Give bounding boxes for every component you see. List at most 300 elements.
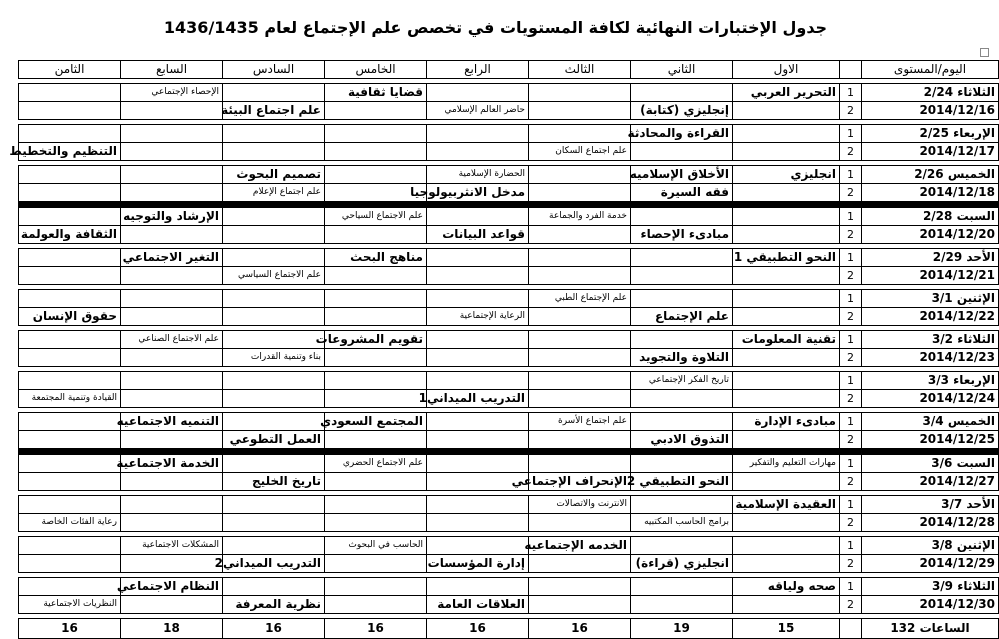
exam-cell-level-2: التذوق الادبي: [631, 431, 733, 449]
exam-cell-level-6: [223, 331, 325, 349]
exam-cell-level-8: [19, 267, 121, 285]
exam-cell-level-3: [529, 102, 631, 120]
exam-cell-level-3: [529, 84, 631, 102]
exam-cell-level-8: رعاية الفئات الخاصة: [19, 514, 121, 532]
exam-cell-level-4: الحضارة الإسلامية: [427, 166, 529, 184]
exam-cell-level-5: مناهج البحث: [325, 249, 427, 267]
exam-cell-level-8: [19, 455, 121, 473]
slot-number: 1: [840, 413, 862, 431]
day-cell: الخميس 3/4: [862, 413, 999, 431]
exam-cell-level-1: صحه ولياقه: [733, 578, 840, 596]
exam-cell-level-1: [733, 184, 840, 202]
day-cell: الإربعاء 2/25: [862, 125, 999, 143]
header-level-4: الرابع: [427, 61, 529, 79]
exam-cell-level-8: [19, 166, 121, 184]
slot-number: 1: [840, 331, 862, 349]
exam-cell-level-2: [631, 249, 733, 267]
exam-cell-level-7: [121, 125, 223, 143]
totals-row: [19, 619, 999, 639]
exam-cell-level-7: [121, 166, 223, 184]
exam-cell-level-7: [121, 290, 223, 308]
slot-number: 1: [840, 249, 862, 267]
slot-number: 2: [840, 143, 862, 161]
slot-number: 2: [840, 184, 862, 202]
day-cell: 2014/12/25: [862, 431, 999, 449]
exam-cell-level-6: [223, 84, 325, 102]
schedule-row: [19, 431, 999, 449]
exam-cell-level-3: [529, 125, 631, 143]
slot-number: 1: [840, 166, 862, 184]
exam-cell-level-8: [19, 290, 121, 308]
exam-cell-level-2: [631, 390, 733, 408]
day-cell: 2014/12/17: [862, 143, 999, 161]
exam-cell-level-2: فقه السيرة: [631, 184, 733, 202]
exam-cell-level-1: [733, 349, 840, 367]
exam-cell-level-5: [325, 166, 427, 184]
exam-cell-level-2: [631, 267, 733, 285]
exam-cell-level-1: [733, 431, 840, 449]
exam-cell-level-3: خدمة الفرد والجماعة: [529, 208, 631, 226]
slot-number: 1: [840, 84, 862, 102]
exam-cell-level-5: [325, 226, 427, 244]
slot-number: 2: [840, 514, 862, 532]
exam-cell-level-1: مهارات التعليم والتفكير: [733, 455, 840, 473]
exam-cell-level-1: [733, 267, 840, 285]
exam-cell-level-4: [427, 143, 529, 161]
exam-cell-level-6: [223, 249, 325, 267]
exam-cell-level-2: علم الإجتماع: [631, 308, 733, 326]
exam-cell-level-8: [19, 372, 121, 390]
exam-cell-level-8: [19, 184, 121, 202]
exam-cell-level-6: [223, 455, 325, 473]
day-cell: 2014/12/28: [862, 514, 999, 532]
exam-cell-level-3: [529, 555, 631, 573]
exam-cell-level-3: [529, 372, 631, 390]
exam-cell-level-7: [121, 596, 223, 614]
exam-cell-level-3: [529, 226, 631, 244]
exam-cell-level-6: [223, 143, 325, 161]
exam-cell-level-3: الإنحراف الإجتماعي: [529, 473, 631, 491]
exam-cell-level-4: الرعاية الإجتماعية: [427, 308, 529, 326]
exam-cell-level-3: الخدمه الإجتماعيه: [529, 537, 631, 555]
exam-cell-level-8: [19, 331, 121, 349]
exam-cell-level-8: [19, 84, 121, 102]
schedule-row: [19, 208, 999, 226]
exam-cell-level-7: [121, 226, 223, 244]
exam-cell-level-6: [223, 290, 325, 308]
exam-cell-level-4: [427, 249, 529, 267]
header-row: [19, 61, 999, 79]
exam-cell-level-2: انجليزي (قراءة): [631, 555, 733, 573]
exam-cell-level-7: [121, 308, 223, 326]
exam-cell-level-5: [325, 267, 427, 285]
exam-cell-level-4: التدريب الميداني1: [427, 390, 529, 408]
exam-cell-level-4: [427, 431, 529, 449]
exam-cell-level-1: تقنية المعلومات: [733, 331, 840, 349]
exam-cell-level-3: [529, 514, 631, 532]
exam-cell-level-1: [733, 537, 840, 555]
schedule-row: [19, 349, 999, 367]
exam-cell-level-2: تاريخ الفكر الإجتماعي: [631, 372, 733, 390]
exam-cell-level-3: علم اجتماع الأسرة: [529, 413, 631, 431]
exam-cell-level-6: علم اجتماع الإعلام: [223, 184, 325, 202]
exam-cell-level-6: [223, 125, 325, 143]
exam-cell-level-2: [631, 84, 733, 102]
day-cell: 2014/12/20: [862, 226, 999, 244]
exam-cell-level-2: [631, 455, 733, 473]
exam-cell-level-1: [733, 514, 840, 532]
schedule-row: [19, 267, 999, 285]
day-cell: 2014/12/27: [862, 473, 999, 491]
exam-cell-level-1: [733, 473, 840, 491]
exam-cell-level-6: [223, 537, 325, 555]
exam-cell-level-1: [733, 290, 840, 308]
exam-cell-level-7: التنميه الاجتماعيه: [121, 413, 223, 431]
exam-cell-level-4: [427, 496, 529, 514]
exam-cell-level-3: [529, 596, 631, 614]
exam-cell-level-1: [733, 226, 840, 244]
schedule-row: [19, 537, 999, 555]
exam-cell-level-2: التلاوة والتجويد: [631, 349, 733, 367]
exam-cell-level-5: [325, 308, 427, 326]
day-cell: الأحد 2/29: [862, 249, 999, 267]
exam-cell-level-8: [19, 125, 121, 143]
exam-cell-level-2: [631, 537, 733, 555]
exam-cell-level-6: [223, 413, 325, 431]
exam-cell-level-7: الإرشاد والتوجيه: [121, 208, 223, 226]
day-cell: 2014/12/22: [862, 308, 999, 326]
exam-cell-level-2: [631, 496, 733, 514]
header-slot: [840, 61, 862, 79]
slot-number: 1: [840, 496, 862, 514]
exam-cell-level-4: [427, 349, 529, 367]
exam-cell-level-3: [529, 267, 631, 285]
exam-cell-level-1: [733, 208, 840, 226]
exam-cell-level-3: [529, 390, 631, 408]
header-level-3: الثالث: [529, 61, 631, 79]
exam-cell-level-8: [19, 537, 121, 555]
exam-cell-level-2: [631, 413, 733, 431]
exam-cell-level-5: [325, 143, 427, 161]
exam-cell-level-8: [19, 249, 121, 267]
exam-cell-level-7: [121, 431, 223, 449]
exam-cell-level-7: [121, 184, 223, 202]
document-title: جدول الإختبارات النهائية لكافة المستويات في تخصص علم الإجتماع لعام 1436/1435: [163, 18, 828, 37]
slot-number: 2: [840, 473, 862, 491]
exam-cell-level-5: [325, 473, 427, 491]
exam-cell-level-4: [427, 455, 529, 473]
exam-cell-level-8: الثقافة والعولمة: [19, 226, 121, 244]
slot-number: 2: [840, 349, 862, 367]
exam-cell-level-7: [121, 349, 223, 367]
exam-cell-level-5: [325, 431, 427, 449]
exam-cell-level-5: قضايا ثقافية: [325, 84, 427, 102]
exam-cell-level-1: [733, 390, 840, 408]
exam-cell-level-7: الإحصاء الإجتماعي: [121, 84, 223, 102]
exam-cell-level-1: [733, 596, 840, 614]
schedule-row: [19, 413, 999, 431]
slot-number: 2: [840, 555, 862, 573]
exam-cell-level-2: إنجليزي (كتابة): [631, 102, 733, 120]
exam-cell-level-8: [19, 496, 121, 514]
exam-cell-level-6: [223, 390, 325, 408]
day-cell: الإربعاء 3/3: [862, 372, 999, 390]
slot-number: 1: [840, 208, 862, 226]
schedule-row: [19, 514, 999, 532]
schedule-row: [19, 555, 999, 573]
exam-cell-level-6: العمل التطوعي: [223, 431, 325, 449]
exam-cell-level-7: النظام الاجتماعي: [121, 578, 223, 596]
exam-cell-level-7: المشكلات الاجتماعية: [121, 537, 223, 555]
total-level-1: 15: [733, 619, 840, 639]
exam-cell-level-5: علم الاجتماع السياحي: [325, 208, 427, 226]
exam-cell-level-6: علم الاجتماع السياسي: [223, 267, 325, 285]
exam-schedule-table: [9, 60, 999, 639]
exam-cell-level-2: [631, 208, 733, 226]
schedule-row: [19, 290, 999, 308]
day-cell: الإثنين 3/1: [862, 290, 999, 308]
exam-cell-level-5: الحاسب في البحوث: [325, 537, 427, 555]
total-level-4: 16: [427, 619, 529, 639]
exam-cell-level-7: التغير الاجتماعي: [121, 249, 223, 267]
exam-cell-level-4: حاضر العالم الإسلامي: [427, 102, 529, 120]
exam-cell-level-2: [631, 143, 733, 161]
exam-cell-level-4: [427, 208, 529, 226]
exam-cell-level-7: [121, 372, 223, 390]
exam-cell-level-3: علم اجتماع السكان: [529, 143, 631, 161]
schedule-row: [19, 166, 999, 184]
schedule-row: [19, 372, 999, 390]
exam-cell-level-1: انجليزي: [733, 166, 840, 184]
schedule-row: [19, 331, 999, 349]
exam-cell-level-3: [529, 578, 631, 596]
day-cell: 2014/12/30: [862, 596, 999, 614]
header-day: اليوم/المستوى: [862, 61, 999, 79]
exam-cell-level-1: [733, 372, 840, 390]
exam-cell-level-5: [325, 578, 427, 596]
slot-number: 2: [840, 226, 862, 244]
total-hours-label: الساعات 132: [862, 619, 999, 639]
slot-number: 2: [840, 308, 862, 326]
exam-cell-level-1: [733, 125, 840, 143]
total-level-6: 16: [223, 619, 325, 639]
schedule-row: [19, 308, 999, 326]
exam-cell-level-5: المجتمع السعودي: [325, 413, 427, 431]
exam-cell-level-4: [427, 290, 529, 308]
exam-cell-level-1: التحرير العربي: [733, 84, 840, 102]
exam-cell-level-7: [121, 514, 223, 532]
exam-cell-level-8: حقوق الإنسان: [19, 308, 121, 326]
exam-cell-level-8: [19, 413, 121, 431]
exam-cell-level-3: [529, 349, 631, 367]
exam-cell-level-8: [19, 102, 121, 120]
exam-cell-level-3: [529, 331, 631, 349]
exam-cell-level-8: [19, 349, 121, 367]
day-cell: 2014/12/18: [862, 184, 999, 202]
exam-cell-level-6: نظرية المعرفة: [223, 596, 325, 614]
exam-cell-level-4: قواعد البيانات: [427, 226, 529, 244]
exam-cell-level-3: [529, 184, 631, 202]
exam-cell-level-2: القراءة والمحادثة: [631, 125, 733, 143]
exam-cell-level-3: علم الإجتماع الطبي: [529, 290, 631, 308]
exam-cell-level-3: [529, 455, 631, 473]
exam-cell-level-1: العقيدة الإسلامية: [733, 496, 840, 514]
totals-spacer: [840, 619, 862, 639]
total-level-5: 16: [325, 619, 427, 639]
exam-cell-level-6: علم اجتماع البيئة: [223, 102, 325, 120]
exam-cell-level-3: [529, 308, 631, 326]
exam-cell-level-4: [427, 331, 529, 349]
exam-cell-level-2: [631, 290, 733, 308]
schedule-row: [19, 143, 999, 161]
exam-cell-level-3: الانترنت والاتصالات: [529, 496, 631, 514]
exam-cell-level-2: [631, 596, 733, 614]
exam-cell-level-4: [427, 125, 529, 143]
day-cell: 2014/12/21: [862, 267, 999, 285]
exam-cell-level-8: التنظيم والتخطيط: [19, 143, 121, 161]
schedule-row: [19, 596, 999, 614]
schedule-row: [19, 578, 999, 596]
exam-cell-level-3: [529, 249, 631, 267]
exam-cell-level-6: [223, 578, 325, 596]
exam-cell-level-7: [121, 496, 223, 514]
exam-cell-level-5: [325, 349, 427, 367]
exam-cell-level-4: [427, 514, 529, 532]
day-cell: الخميس 2/26: [862, 166, 999, 184]
slot-number: 2: [840, 431, 862, 449]
header-level-2: الثاني: [631, 61, 733, 79]
exam-cell-level-2: [631, 578, 733, 596]
exam-cell-level-6: [223, 496, 325, 514]
total-level-7: 18: [121, 619, 223, 639]
exam-cell-level-8: النظريات الاجتماعية: [19, 596, 121, 614]
schedule-row: [19, 226, 999, 244]
day-cell: السبت 2/28: [862, 208, 999, 226]
day-cell: الإثنين 3/8: [862, 537, 999, 555]
schedule-row: [19, 390, 999, 408]
resize-handle-icon[interactable]: [980, 48, 989, 57]
exam-cell-level-5: [325, 125, 427, 143]
exam-cell-level-5: [325, 555, 427, 573]
exam-cell-level-6: [223, 226, 325, 244]
exam-cell-level-7: [121, 555, 223, 573]
exam-cell-level-1: [733, 102, 840, 120]
exam-cell-level-4: إدارة المؤسسات: [427, 555, 529, 573]
day-cell: الثلاثاء 2/24: [862, 84, 999, 102]
exam-cell-level-5: [325, 514, 427, 532]
slot-number: 2: [840, 390, 862, 408]
exam-cell-level-7: [121, 143, 223, 161]
exam-cell-level-4: [427, 537, 529, 555]
exam-cell-level-5: [325, 390, 427, 408]
exam-cell-level-1: [733, 555, 840, 573]
exam-cell-level-8: القيادة وتنمية المجتمعة: [19, 390, 121, 408]
exam-cell-level-2: برامج الحاسب المكتبيه: [631, 514, 733, 532]
exam-cell-level-7: الخدمة الاجتماعية: [121, 455, 223, 473]
schedule-row: [19, 473, 999, 491]
slot-number: 1: [840, 290, 862, 308]
exam-cell-level-5: تقويم المشروعات: [325, 331, 427, 349]
day-cell: السبت 3/6: [862, 455, 999, 473]
schedule-row: [19, 496, 999, 514]
exam-cell-level-8: [19, 473, 121, 491]
exam-cell-level-5: علم الاجتماع الحضري: [325, 455, 427, 473]
header-level-1: الاول: [733, 61, 840, 79]
day-cell: الأحد 3/7: [862, 496, 999, 514]
exam-cell-level-4: [427, 372, 529, 390]
exam-cell-level-4: مدخل الانثربيولوجيا: [427, 184, 529, 202]
total-level-8: 16: [19, 619, 121, 639]
exam-cell-level-8: [19, 208, 121, 226]
exam-cell-level-5: [325, 496, 427, 514]
schedule-row: [19, 102, 999, 120]
schedule-row: [19, 125, 999, 143]
header-level-6: السادس: [223, 61, 325, 79]
exam-cell-level-8: [19, 555, 121, 573]
exam-cell-level-1: النحو التطبيقي 1: [733, 249, 840, 267]
exam-cell-level-4: العلاقات العامة: [427, 596, 529, 614]
exam-cell-level-8: [19, 431, 121, 449]
exam-cell-level-6: [223, 208, 325, 226]
schedule-row: [19, 184, 999, 202]
exam-cell-level-6: [223, 308, 325, 326]
day-cell: 2014/12/23: [862, 349, 999, 367]
slot-number: 1: [840, 125, 862, 143]
header-level-8: الثامن: [19, 61, 121, 79]
exam-cell-level-7: [121, 390, 223, 408]
exam-cell-level-1: [733, 143, 840, 161]
total-level-2: 19: [631, 619, 733, 639]
exam-cell-level-6: [223, 372, 325, 390]
exam-cell-level-1: مبادىء الإدارة: [733, 413, 840, 431]
slot-number: 1: [840, 578, 862, 596]
day-cell: 2014/12/24: [862, 390, 999, 408]
exam-cell-level-6: تصميم البحوث: [223, 166, 325, 184]
header-level-7: السابع: [121, 61, 223, 79]
exam-cell-level-3: [529, 431, 631, 449]
exam-cell-level-7: علم الاجتماع الصناعي: [121, 331, 223, 349]
total-level-3: 16: [529, 619, 631, 639]
exam-cell-level-7: [121, 473, 223, 491]
slot-number: 2: [840, 102, 862, 120]
schedule-row: [19, 249, 999, 267]
slot-number: 2: [840, 267, 862, 285]
exam-cell-level-7: [121, 102, 223, 120]
slot-number: 1: [840, 455, 862, 473]
exam-cell-level-3: [529, 166, 631, 184]
day-cell: الثلاثاء 3/9: [862, 578, 999, 596]
exam-cell-level-5: [325, 290, 427, 308]
exam-cell-level-8: [19, 578, 121, 596]
exam-cell-level-2: مبادىء الإحصاء: [631, 226, 733, 244]
exam-cell-level-2: الأخلاق الإسلاميه: [631, 166, 733, 184]
schedule-row: [19, 84, 999, 102]
day-cell: 2014/12/16: [862, 102, 999, 120]
exam-cell-level-5: [325, 596, 427, 614]
header-level-5: الخامس: [325, 61, 427, 79]
exam-cell-level-4: [427, 84, 529, 102]
exam-cell-level-4: [427, 578, 529, 596]
slot-number: 2: [840, 596, 862, 614]
exam-cell-level-6: بناء وتنمية القدرات: [223, 349, 325, 367]
exam-cell-level-2: [631, 331, 733, 349]
exam-cell-level-1: [733, 308, 840, 326]
slot-number: 1: [840, 537, 862, 555]
exam-cell-level-5: [325, 372, 427, 390]
slot-number: 1: [840, 372, 862, 390]
exam-cell-level-7: [121, 267, 223, 285]
exam-cell-level-6: تاريخ الخليج: [223, 473, 325, 491]
